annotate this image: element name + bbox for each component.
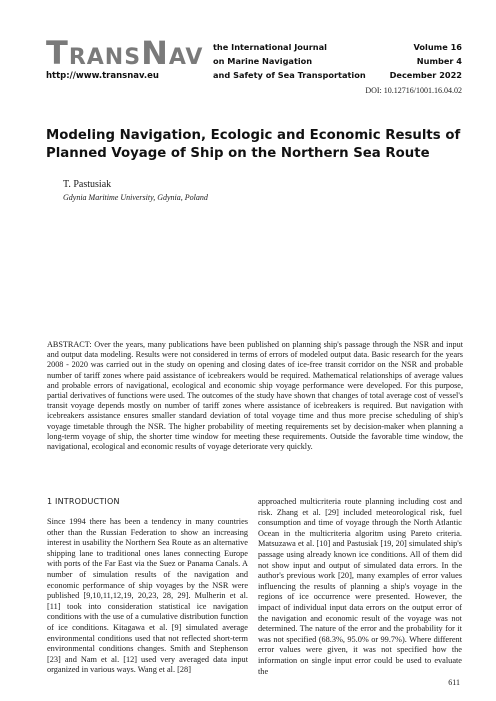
- issue-date: December 2022: [389, 70, 462, 80]
- issue-number: Number 4: [416, 56, 462, 66]
- issue-info: [390, 40, 462, 82]
- section-heading: 1 INTRODUCTION: [47, 497, 120, 506]
- doi[interactable]: DOI: 10.12716/1001.16.04.02: [365, 86, 462, 95]
- journal-url[interactable]: http://www.transnav.eu: [46, 71, 159, 81]
- body-column-right: approached multicriteria route planning including cost and risk. Zhang et al. [29] included meteorological risk, fuel consumption and time of voyage through the North Atlantic Ocean in the multicriteria algoritm using Pareto criteria. Matsuzawa et al. [10] and Pastusiak [19, 20] simulated ship's passage using already known ice conditions. All of them did not show input and output of simulated data errors. In the author's previous work [20], many examples of error values influencing the results of planning a ship's voyage in the regions of ice occurrence were presented. However, the impact of individual input data errors on the output error of the navigation and economic result of the voyage was not determined. The nature of the error and the probability for it was not specified (68.3%, 95.0% or 99.7%). Where different error values were given, it was not specified how the information on single input error could be used to evaluate the: [258, 497, 462, 676]
- journal-line: and Safety of Sea Transportation: [213, 70, 366, 80]
- transnav-logo: TRANSNAV: [46, 34, 204, 72]
- abstract: ABSTRACT: Over the years, many publications have been published on planning ship's passage through the NSR and input and output data modeling. Results were not considered in terms of errors of modeled output data. Basic research for the years 2008 - 2020 was carried out in the study on opening and closing dates of ice-free transit corridor on the NSR and probable number of tariff zones where paid assistance of icebreakers would be required. Mathematical relationships of average values and probable errors of navigational, ecological and economic ship voyage performance were developed. For this purpose, partial derivatives of functions were used. The outcomes of the study have shown that changes of total average cost of vessel's transit voyage depends mostly on number of tariff zones where assistance of icebreakers is required. But navigation with icebreakers assistance ensures smaller standard deviation of total voyage time and thus more precise scheduling of ship's voyage timetable through the NSR. The higher probability of meeting requirements set by decision-maker when planning a long-term voyage of ship, the shorter time window for meeting these requirements. Outside the favorable time window, the navigational, ecological and economic results of voyage deteriorate very quickly.: [47, 340, 463, 452]
- journal-line: on Marine Navigation: [213, 56, 313, 66]
- journal-line: the International Journal: [213, 42, 327, 52]
- volume: Volume 16: [413, 42, 462, 52]
- article-title: Modeling Navigation, Ecologic and Economic Results of Planned Voyage of Ship on the Northern Sea Route: [46, 128, 461, 161]
- author-affiliation: Gdynia Maritime University, Gdynia, Poland: [63, 193, 208, 202]
- journal-name: [213, 40, 366, 82]
- journal-header: [46, 34, 466, 90]
- body-column-left: Since 1994 there has been a tendency in many countries other than the Russian Federation to show an increasing interest in usability the Northern Sea Route as an alternative shipping lane to traditional ones lanes connecting Europe with ports of the Far East via the Suez or Panama Canals. A number of simulation results of the navigation and economic performance of ship voyages by the NSR were published [9,10,11,12,19, 20,23, 28, 29]. Mulherin et al. [11] took into consideration statistical ice navigation conditions with the use of a cumulative distribution function of ice conditions. Kitagawa et al. [9] simulated average environmental conditions used that not reflected short-term environmental conditions changes. Smith and Stephenson [23] and Nam et al. [12] used very averaged data input organized in various ways. Wang et al. [28]: [47, 517, 248, 675]
- author-name: T. Pastusiak: [63, 179, 112, 190]
- page-number: 611: [448, 678, 460, 687]
